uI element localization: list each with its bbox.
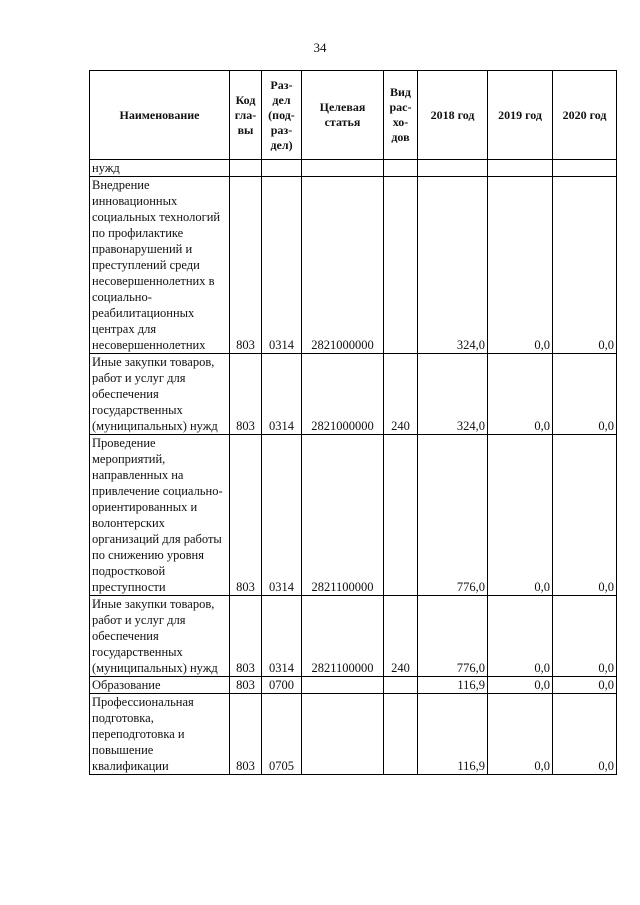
cell-target-article [302,677,384,694]
cell-section: 0700 [262,677,302,694]
table-header-row [90,71,617,160]
cell-ministry-code: 803 [230,596,262,677]
cell-section: 0705 [262,694,302,775]
header-ministry-code: Код гла- вы [230,71,262,160]
cell-target-article: 2821000000 [302,354,384,435]
cell-expense-type [384,694,418,775]
table-row [90,160,617,177]
cell-section: 0314 [262,177,302,354]
cell-ministry-code: 803 [230,694,262,775]
cell-name: Образование [90,677,230,694]
cell-2018: 116,9 [418,677,488,694]
cell-target-article [302,694,384,775]
cell-target-article: 2821100000 [302,435,384,596]
cell-target-article [302,160,384,177]
cell-name: Иные закупки товаров, работ и услуг для обеспечения государственных (муниципальных) нужд [90,354,230,435]
cell-name: Профессиональная подготовка, переподготовка и повышение квалификации [90,694,230,775]
table-row [90,354,617,435]
cell-section [262,160,302,177]
cell-ministry-code: 803 [230,177,262,354]
cell-2018: 116,9 [418,694,488,775]
table-row [90,177,617,354]
cell-2019: 0,0 [488,354,553,435]
header-name: Наименование [90,71,230,160]
cell-2019: 0,0 [488,677,553,694]
cell-expense-type [384,677,418,694]
cell-2020: 0,0 [553,435,617,596]
cell-2019: 0,0 [488,694,553,775]
cell-section: 0314 [262,354,302,435]
cell-expense-type [384,160,418,177]
cell-2020: 0,0 [553,596,617,677]
cell-expense-type: 240 [384,596,418,677]
cell-name: Иные закупки товаров, работ и услуг для обеспечения государственных (муниципальных) нужд [90,596,230,677]
table-row [90,596,617,677]
cell-2020 [553,160,617,177]
cell-2018: 324,0 [418,177,488,354]
cell-ministry-code: 803 [230,435,262,596]
cell-2020: 0,0 [553,177,617,354]
header-2019: 2019 год [488,71,553,160]
table-body [90,160,617,775]
cell-ministry-code [230,160,262,177]
budget-table [89,70,617,775]
header-2018: 2018 год [418,71,488,160]
cell-2019 [488,160,553,177]
cell-expense-type [384,177,418,354]
cell-name: Проведение мероприятий, направленных на привлечение социально-ориентированных и волонтерских организаций для работы по снижению уровня подростковой преступности [90,435,230,596]
cell-2020: 0,0 [553,677,617,694]
page-number: 34 [313,40,327,55]
cell-name: Внедрение инновационных социальных технологий по профилактике правонарушений и преступлений среди несовершеннолетних в социально-реабилитационных центрах для несовершеннолетних [90,177,230,354]
header-target-article: Целевая статья [302,71,384,160]
cell-2018: 776,0 [418,435,488,596]
cell-target-article: 2821000000 [302,177,384,354]
header-expense-type: Вид рас- хо- дов [384,71,418,160]
table-row [90,677,617,694]
header-section: Раз- дел (под- раз- дел) [262,71,302,160]
header-2020: 2020 год [553,71,617,160]
cell-section: 0314 [262,435,302,596]
cell-2019: 0,0 [488,435,553,596]
cell-2020: 0,0 [553,354,617,435]
cell-name: нужд [90,160,230,177]
cell-2018: 776,0 [418,596,488,677]
cell-2018 [418,160,488,177]
table-row [90,435,617,596]
cell-expense-type: 240 [384,354,418,435]
table-row [90,694,617,775]
cell-2019: 0,0 [488,596,553,677]
cell-ministry-code: 803 [230,354,262,435]
cell-2020: 0,0 [553,694,617,775]
cell-2018: 324,0 [418,354,488,435]
cell-ministry-code: 803 [230,677,262,694]
cell-target-article: 2821100000 [302,596,384,677]
cell-2019: 0,0 [488,177,553,354]
cell-expense-type [384,435,418,596]
cell-section: 0314 [262,596,302,677]
